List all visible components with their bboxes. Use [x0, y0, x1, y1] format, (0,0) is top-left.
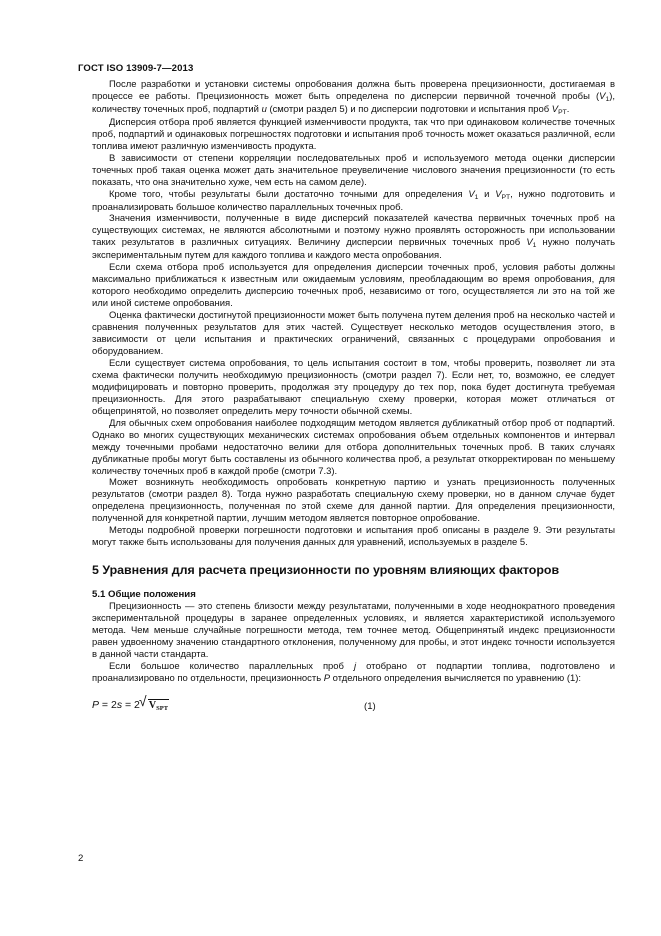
paragraph: В зависимости от степени корреляции последовательных проб и используемого метода оценки дисперсии точечных проб такая оценка может дать значительное преувеличение числового значения прецизионности (то есть показать, что она значительно хуже, чем есть на самом деле).	[92, 152, 615, 188]
page-number: 2	[78, 853, 84, 864]
paragraph: Для обычных схем опробования наиболее подходящим методом является дубликатный отбор проб от подпартий. Однако во многих существующих механических системах опробования объем отдельных компонентов и интервал между точечными пробами недостаточно велики для отбора дополнительных точечных проб. В таких случаях дубликатные пробы могут быть составлены из обычного количества проб, а результат откорректирован по меньшему количеству точечных проб в каждой пробе (смотри 7.3).	[92, 417, 615, 477]
paragraph: Если большое количество параллельных проб j отобрано от подпартии топлива, подготовлено и проанализировано по отдельности, прецизионность P отдельного определения вычисляется по уравнению (1):	[92, 660, 615, 684]
paragraph: Значения изменчивости, полученные в виде дисперсий показателей качества первичных точечных проб на существующих системах, не являются абсолютными и поэтому нужно проявлять осторожность при использовании таких результатов в различных ситуациях. Величину дисперсии первичных точечных проб $V_1$ нужно получать экспериментальным путем для каждого топлива и каждого места опробования.	[92, 213, 615, 262]
document-body	[92, 79, 615, 719]
paragraph: Методы подробной проверки погрешности подготовки и испытания проб описаны в разделе 9. Эти результаты могут также быть использованы для получения данных для уравнений, используемых в разделе 5.	[92, 525, 615, 549]
subsection-heading: 5.1 Общие положения	[92, 589, 196, 601]
paragraph: Кроме того, чтобы результаты были достаточно точными для определения $V_1$ и $V_{PT}$, нужно подготовить и проанализировать большое количество параллельных точечных проб.	[92, 188, 615, 213]
section-heading: 5 Уравнения для расчета прецизионности по уровням влияющих факторов	[92, 563, 560, 578]
formula-number: (1)	[364, 700, 376, 712]
formula-block	[92, 692, 615, 719]
paragraph: Прецизионность — это степень близости между результатами, полученными в ходе неоднократного проведения экспериментальной процедуры в заранее определенных условиях, и является характеристикой используемого метода. Чем меньше случайные погрешности метода, тем точнее метод. Общепринятый индекс прецизионности равен удвоенному значению стандартного отклонения, полученному для пробы, и этот индекс точности используется в данной части стандарта.	[92, 601, 615, 660]
paragraph: Оценка фактически достигнутой прецизионности может быть получена путем деления проб на несколько частей и сравнения полученных результатов для этих частей. Существует несколько методов осуществления этого, в зависимости от цели испытания и практических ограничений, связанных с процедурами опробования и оборудованием.	[92, 310, 615, 357]
paragraph: Дисперсия отбора проб является функцией изменчивости продукта, так что при одинаковом количестве точечных проб, подпартий и одинаковых погрешностях подготовки и испытания проб точность может оказаться различной, если топлива имеют различную изменчивость продукта.	[92, 116, 615, 152]
document-header: ГОСТ ISO 13909-7—2013	[78, 63, 194, 74]
square-root: √ $V_{SPT}$	[138, 692, 169, 712]
paragraph: Если существует система опробования, то цель испытания состоит в том, чтобы проверить, позволяет ли эта схема фактически получить необходимую прецизионность (смотри раздел 7). Если нет, то, возможно, ее следует модифицировать и повторно проверить, продолжая эту процедуру до тех пор, пока будет достигнута требуемая прецизионность. Для этого разрабатывают специальную схему проверки, которая может отличаться от общепринятой, но позволяет определить меру точности обычной схемы.	[92, 357, 615, 417]
paragraph: После разработки и установки системы опробования должна быть проверена прецизионности, достигаемая в процессе ее работы. Прецизионность может быть определена по дисперсии первичной точечной пробы $(V_1)$, количеству точечных проб, подпартий u (смотри раздел 5) и по дисперсии подготовки и испытания проб $V_{PT}$.	[92, 79, 615, 116]
formula-expression: P = 2s = 2 √ $V_{SPT}$	[92, 692, 169, 712]
paragraph: Если схема отбора проб используется для определения дисперсии точечных проб, условия работы должны максимально приближаться к известным или ожидаемым условиям, преобладающим во время опробования, для которого необходимо определить дисперсию точечных проб, независимо от того, осуществляется ли это на той же или иной системе опробования.	[92, 262, 615, 310]
paragraph: Может возникнуть необходимость опробовать конкретную партию и узнать прецизионность полученных результатов (смотри раздел 8). Тогда нужно разработать специальную схему проверки, но в данном случае будет определена прецизионность, полученная по этой схеме для данной партии. Для определения прецизионности, полученной для конкретной партии, лучшим методом является повторное опробование.	[92, 477, 615, 525]
